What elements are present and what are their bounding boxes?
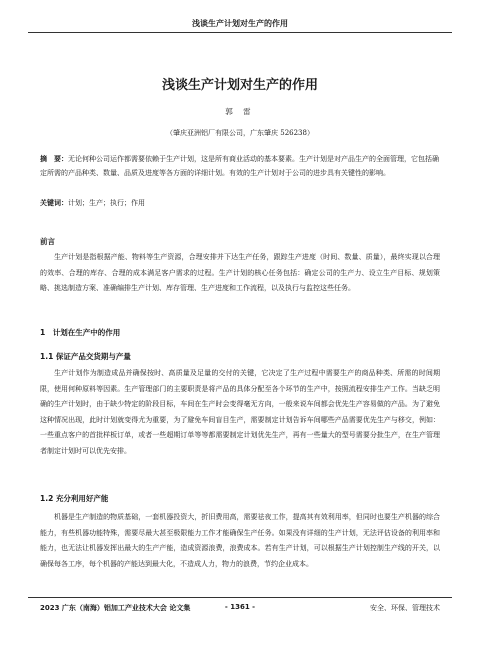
paper-title: 浅谈生产计划对生产的作用 xyxy=(161,78,318,93)
header-rule xyxy=(28,32,452,33)
keywords-label: 关键词： xyxy=(40,199,68,207)
section-1-2-heading: 1.2 充分利用好产能 xyxy=(40,494,109,503)
keywords xyxy=(40,196,440,210)
affiliation: （肇庆亚洲铝厂有限公司，广东肇庆 526238） xyxy=(166,129,314,137)
running-head: 浅谈生产计划对生产的作用 xyxy=(192,19,288,28)
section-1-1-heading: 1.1 保证产品交货期与产量 xyxy=(40,352,131,361)
author: 郭 雷 xyxy=(225,107,255,116)
abstract xyxy=(40,152,440,180)
section-1-heading: 1 计划在生产中的作用 xyxy=(40,328,121,337)
page-number: - 1361 - xyxy=(224,603,256,611)
abstract-text: 无论何种公司运作都需要依赖于生产计划，这是所有商业活动的基本要素。生产计划是对产品生产的全面管理，它包括确定所需的产品种类、数量、品质及进度等各方面的详细计划。有效的生产计划对于公司的进步具有关键性的影响。 xyxy=(40,155,439,177)
footer-section: 安全、环保、管理技术 xyxy=(370,604,440,612)
abstract-label: 摘 要： xyxy=(40,155,68,163)
footer-rule xyxy=(28,597,452,598)
preface-paragraph: 生产计划是指根据产能、物料等生产资源，合理安排并下达生产任务，跟踪生产进度（时间、数量、质量），最终实现以合理的效率、合理的库存、合理的成本满足客户需求的过程。生产计划的核心任务包括：确定公司的生产力、设立生产目标、规划策略、挑选制造方案、准确编排生产计划、库存管理、生产进度和工作流程，以及执行与监控这些任务。 xyxy=(40,253,440,292)
preface-heading: 前言 xyxy=(40,237,55,246)
section-1-2-paragraph: 机器是生产制造的物质基础，一套机器投资大，折旧费用高，需要祛夜工作，提高其有效利用率，但同时也要生产机器的综合能力，有些机器功能特殊，需要尽最大甚至极限能力工作才能确保生产任务。如果没有详细的生产计划，无法评估设备的利用率和能力，也无法让机器发挥出最大的生产产能，造成资源浪费，浪费成本。若有生产计划，可以根据生产计划控制生产线的开关，以确保每各工序，每个机器的产能达到最大化，不造成人力，物力的浪费，节约企业成本。 xyxy=(40,513,440,568)
section-1-1-paragraph: 生产计划作为制造成品并确保按时、高质量及足量的交付的关键，它决定了生产过程中需要生产的商品种类、所需的时间期限，使用何种原料等因素。生产管理部门的主要职责是将产品的具体分配至各个环节的生产中，按照流程安排生产工作。当缺乏明确的生产计划时，由于缺少特定的阶段目标，车间在生产时会变得毫无方向，一般来说车间都会优先生产容易做的产品。为了避免这种情况出现，此时计划就变得尤为重要，为了避免车间盲目生产，需要制定计划告诉车间哪些产品需要优先生产与移交，例如：一些重点客户的首批样板订单，或者一些超期订单等等都需要制定计划优先生产，再有一些量大的型号需要分批生产，在生产管理者制定计划时可以优先安排。 xyxy=(40,369,440,455)
keywords-text: 计划；生产；执行；作用 xyxy=(68,199,145,207)
footer-proceedings: 2023 广东（南海）铝加工产业技术大会 论文集 xyxy=(40,604,191,612)
